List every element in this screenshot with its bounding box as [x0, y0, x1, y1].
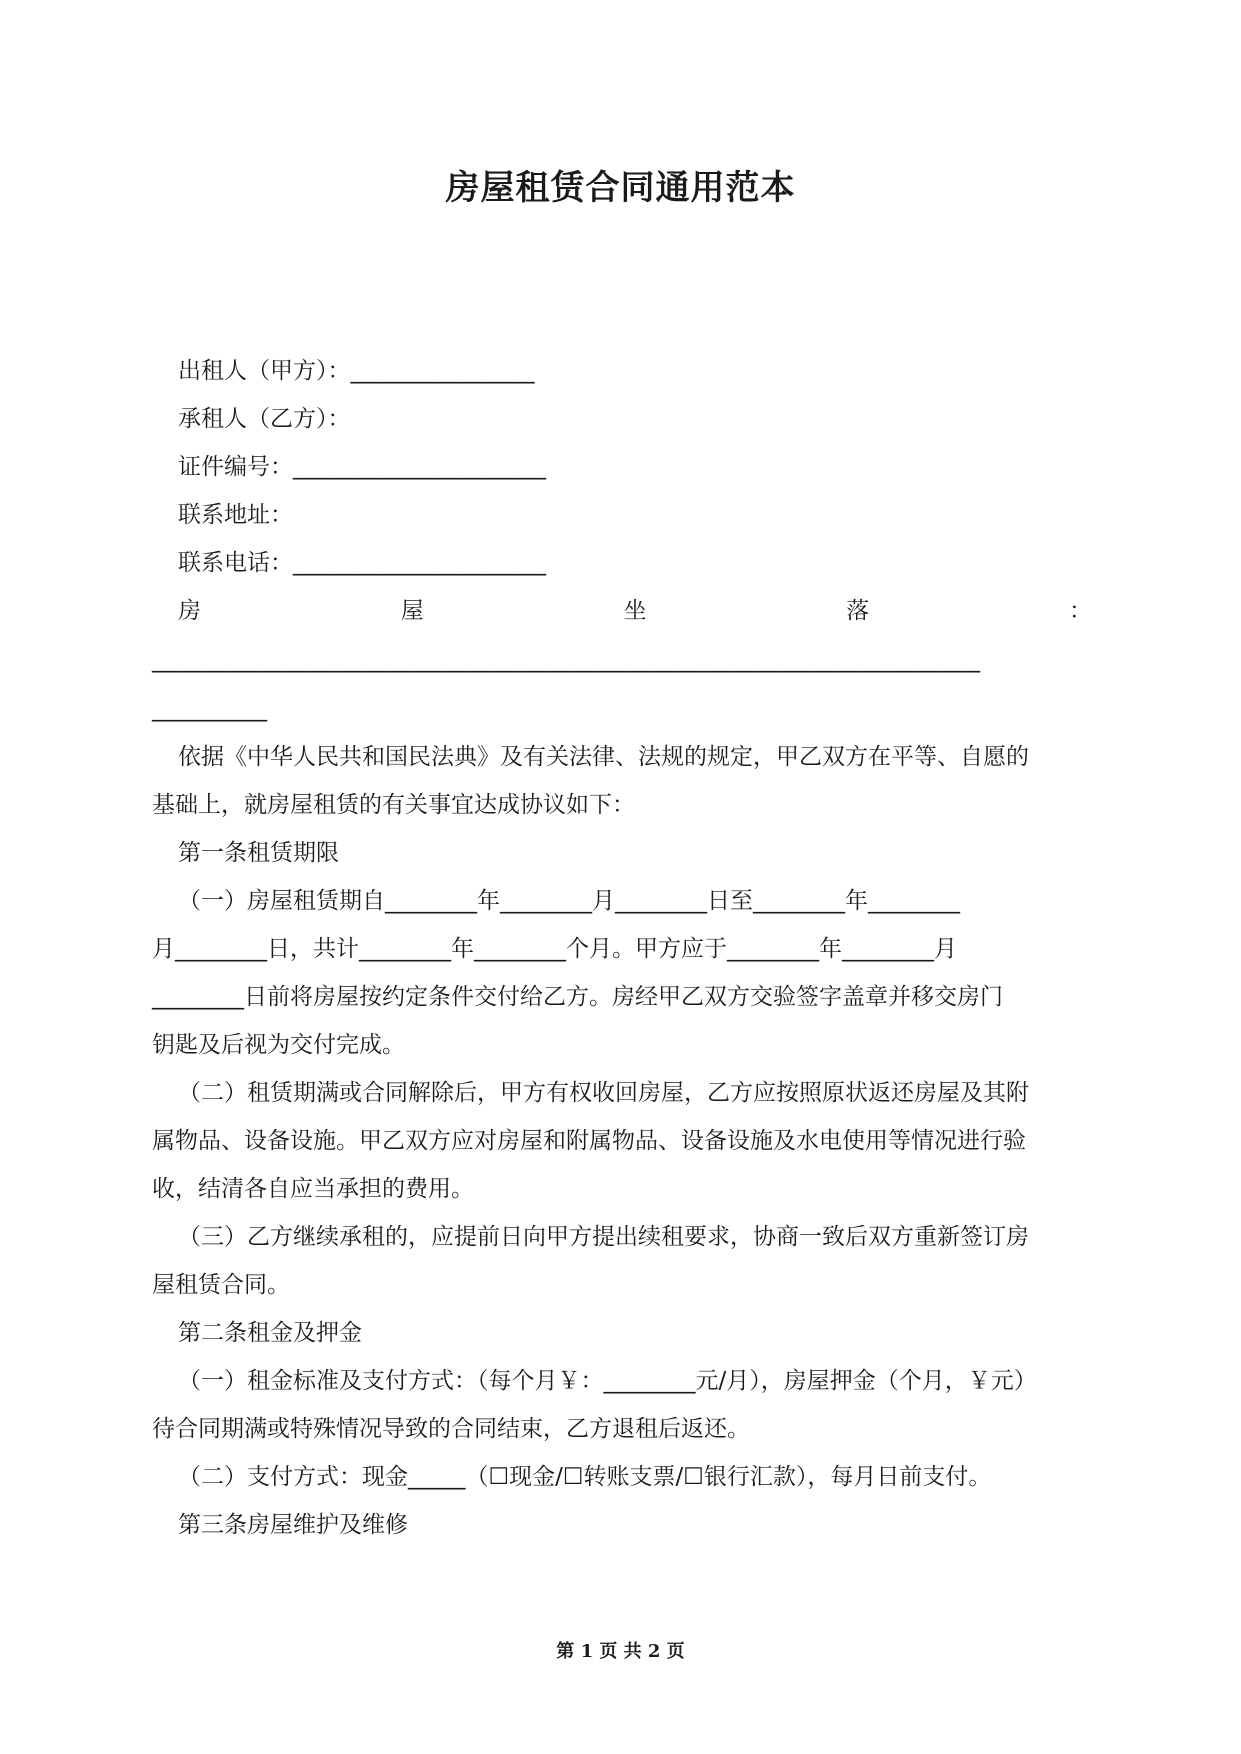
location-char: 屋: [400, 598, 424, 624]
article-1-clause-1-line: ________日前将房屋按约定条件交付给乙方。房经甲乙双方交验签字盖章并移交房门: [152, 984, 1003, 1010]
page-indicator: 第 1 页 共 2 页: [556, 1641, 685, 1662]
location-blank-line-end: __________: [152, 696, 267, 722]
article-1-clause-1-line: （一）房屋租赁期自________年________月________日至________年________: [178, 888, 960, 914]
location-blank-line: ________________________________________________________________________: [152, 647, 980, 673]
house-location-label: [178, 596, 1092, 626]
lessor-line: 出租人（甲方）：________________: [178, 358, 535, 384]
article-1-clause-3-line: 屋租赁合同。: [152, 1272, 290, 1298]
document-title: 房屋租赁合同通用范本: [445, 168, 796, 208]
article-2-clause-1-line: 待合同期满或特殊情况导致的合同结束，乙方退租后返还。: [152, 1416, 750, 1442]
location-char: 坐: [623, 598, 647, 624]
location-char: ：: [1069, 598, 1092, 624]
article-1-clause-3-line: （三）乙方继续承租的，应提前日向甲方提出续租要求，协商一致后双方重新签订房: [178, 1224, 1029, 1250]
article-1-clause-2-line: （二）租赁期满或合同解除后，甲方有权收回房屋，乙方应按照原状返还房屋及其附: [178, 1080, 1029, 1106]
phone-line: 联系电话：______________________: [178, 550, 546, 576]
article-1-clause-1-line: 钥匙及后视为交付完成。: [152, 1032, 405, 1058]
basis-paragraph-line: 依据《中华人民共和国民法典》及有关法律、法规的规定，甲乙双方在平等、自愿的: [178, 744, 1029, 770]
article-1-clause-1-line: 月________日，共计________年________个月。甲方应于________年________月: [152, 936, 957, 962]
article-1-heading: 第一条租赁期限: [178, 840, 339, 866]
address-line: 联系地址：: [178, 502, 293, 528]
article-1-clause-2-line: 属物品、设备设施。甲乙双方应对房屋和附属物品、设备设施及水电使用等情况进行验: [152, 1128, 1026, 1154]
basis-paragraph-line: 基础上，就房屋租赁的有关事宜达成协议如下：: [152, 792, 635, 818]
article-2-heading: 第二条租金及押金: [178, 1320, 362, 1346]
article-1-clause-2-line: 收，结清各自应当承担的费用。: [152, 1176, 474, 1202]
article-3-heading: 第三条房屋维护及维修: [178, 1512, 408, 1538]
article-2-clause-1-line: （一）租金标准及支付方式：（每个月￥：________元/月），房屋押金（个月，￥元）: [178, 1368, 1037, 1394]
id-number-line: 证件编号：______________________: [178, 454, 546, 480]
article-2-clause-2-line: （二）支付方式：现金_____（☐现金/☐转账支票/☐银行汇款），每月日前支付。: [178, 1464, 992, 1490]
lessee-line: 承租人（乙方）：: [178, 406, 351, 432]
location-char: 落: [846, 598, 870, 624]
location-char: 房: [178, 598, 201, 624]
